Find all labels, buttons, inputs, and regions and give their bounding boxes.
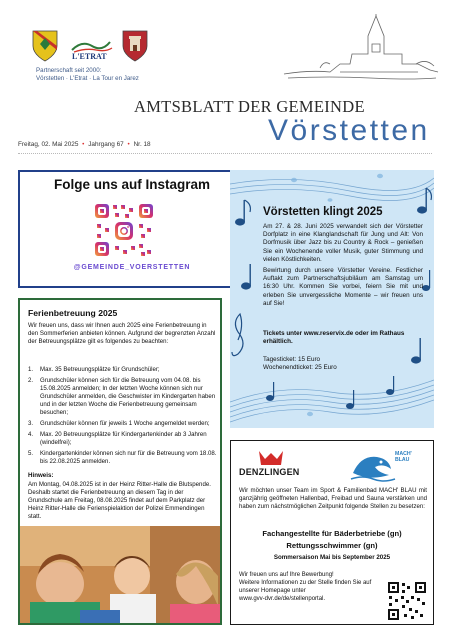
- list-item: 2. Grundschüler können sich für die Betreuung vom 04.08. bis 15.08.2025 anmelden; In der letzten Woche können sich nur Grundschüler anmelden, die Geschwister im Kindergarten haben und in der letzten Woche die Ferienbetreuung gemeinsam besuchen;: [28, 377, 216, 416]
- issue-volume: Jahrgang 67: [88, 141, 124, 148]
- municipality-name: Vörstetten: [268, 114, 430, 147]
- ticket-prices: [263, 356, 423, 372]
- concert-paragraph: Am 27. & 28. Juni 2025 verwandelt sich der Vörstetter Dorfplatz in eine Klanglandschaft für Jung und Alt: Von Dorfmusik über Jazz bis zu Country & Rock – genießen Sie ein Wochenende voller Musik, guter Stimmung und vielen Köstlichkeiten.: [263, 223, 423, 263]
- issue-info: [18, 141, 151, 148]
- list-item: 3. Grundschüler können für jeweils 1 Woche angemeldet werden;: [28, 420, 210, 427]
- concert-description: [263, 223, 423, 311]
- separator-dot: •: [127, 141, 130, 148]
- instagram-title: Folge uns auf Instagram: [53, 177, 211, 192]
- instagram-box[interactable]: [18, 170, 246, 288]
- holiday-care-box: [18, 298, 222, 625]
- partnership-note: [36, 67, 196, 83]
- partnership-label: Partnerschaft seit 2000:: [36, 67, 102, 74]
- partner-towns: Vörstetten · L'Etrat · La Tour en Jarez: [36, 75, 139, 82]
- instagram-handle[interactable]: @GEMEINDE_VOERSTETTEN: [73, 264, 191, 271]
- children-photo: [20, 526, 220, 623]
- issue-date: Freitag, 02. Mai 2025: [18, 141, 79, 148]
- issue-number: Nr. 18: [133, 141, 151, 148]
- list-item: 1. Max. 35 Betreuungsplätze für Grundschüler;: [28, 366, 160, 373]
- ticket-info: Tickets unter www.reservix.de oder im Rathaus erhältlich.: [263, 330, 405, 346]
- holiday-care-rules: [28, 366, 218, 469]
- job-intro: Wir möchten unser Team im Sport & Familienbad MACH' BLAU mit ganzjährig geöffneten Hallenbad, Freibad und Sauna verstärken und haben zum nächstmöglichen Zeitpunkt folgende Stellen zu besetzen:: [239, 487, 427, 510]
- concert-paragraph: Bewirtung durch unsere Vörstetter Vereine. Festlicher Auftakt zum Partnerschaftsjubiläum am Samstag um 16:30 Uhr. Kommen Sie vorbei, feiern Sie mit und erleben Sie unvergessliche Momente – wir freuen uns auf Sie!: [263, 267, 423, 307]
- list-item: 4. Max. 20 Betreuungsplätze für Kindergartenkinder ab 3 Jahren (windelfrei);: [28, 431, 207, 446]
- job-qr-code-icon[interactable]: [387, 581, 427, 621]
- job-title: Fachangestellte für Bäderbetriebe (gn): [262, 529, 402, 538]
- job-url-link[interactable]: www.gvv-dvr.de/de/stellenportal.: [239, 596, 326, 602]
- job-contact-line: Wir freuen uns auf Ihre Bewerbung!: [239, 572, 334, 578]
- note-heading: Hinweis:: [28, 472, 54, 479]
- job-advertisement: [230, 440, 434, 625]
- header-divider: [18, 153, 432, 154]
- job-contact-line: Weitere Informationen zu der Stelle finden Sie auf unserer Homepage unter: [239, 580, 372, 594]
- svg-text:L'ETRAT: L'ETRAT: [72, 52, 107, 60]
- note-text: Am Montag, 04.08.2025 ist in der Heinz Ritter-Halle die Blutspende. Deshalb startet die Ferienbetreuung an diesem Tag in der Grundschule am Freitag, 08.08.2025 findet auf dem Parkplatz der Heinz Ritter-Halle die Ferienspielaktion der Polizei Emmendingen statt.: [28, 481, 211, 520]
- tour-en-jarez-crest-icon: [122, 30, 148, 62]
- holiday-care-title: Ferienbetreuung 2025: [28, 308, 118, 318]
- weekend-ticket-price: Wochenendticket: 25 Euro: [263, 364, 337, 372]
- mach-blau-logo-icon: [349, 447, 429, 483]
- denzlingen-logo-text: DENZLINGEN: [239, 467, 300, 477]
- job-subtitle: Rettungsschwimmer (gn): [286, 541, 378, 550]
- concert-announcement: [230, 170, 434, 428]
- job-contact: [239, 571, 379, 603]
- page-title: AMTSBLATT DER GEMEINDE: [134, 97, 365, 116]
- church-sketch-icon: [280, 14, 440, 84]
- separator-dot: •: [82, 141, 85, 148]
- voerstetten-crest-icon: [32, 30, 58, 62]
- masthead: [0, 0, 450, 160]
- concert-title: Vörstetten klingt 2025: [263, 206, 383, 218]
- holiday-care-intro: Wir freuen uns, dass wir Ihnen auch 2025 eine Ferienbetreuung in den Sommerferien anbieten können. Aufgrund der begrenzten Anzahl der Betreuungsplätze gilt es folgendes zu beachten:: [28, 322, 216, 345]
- mach-blau-logo-text: MACH' BLAU: [395, 451, 412, 463]
- list-item: 5. Kindergartenkinder können sich nur für die Betreuung vom 18.08. bis 22.08.2025 anmelden.: [28, 450, 217, 465]
- job-season: Sommersaison Mai bis September 2025: [273, 554, 391, 561]
- instagram-qr-icon[interactable]: [93, 202, 155, 258]
- day-ticket-price: Tagesticket: 15 Euro: [263, 356, 321, 363]
- etrat-logo-icon: [68, 36, 114, 60]
